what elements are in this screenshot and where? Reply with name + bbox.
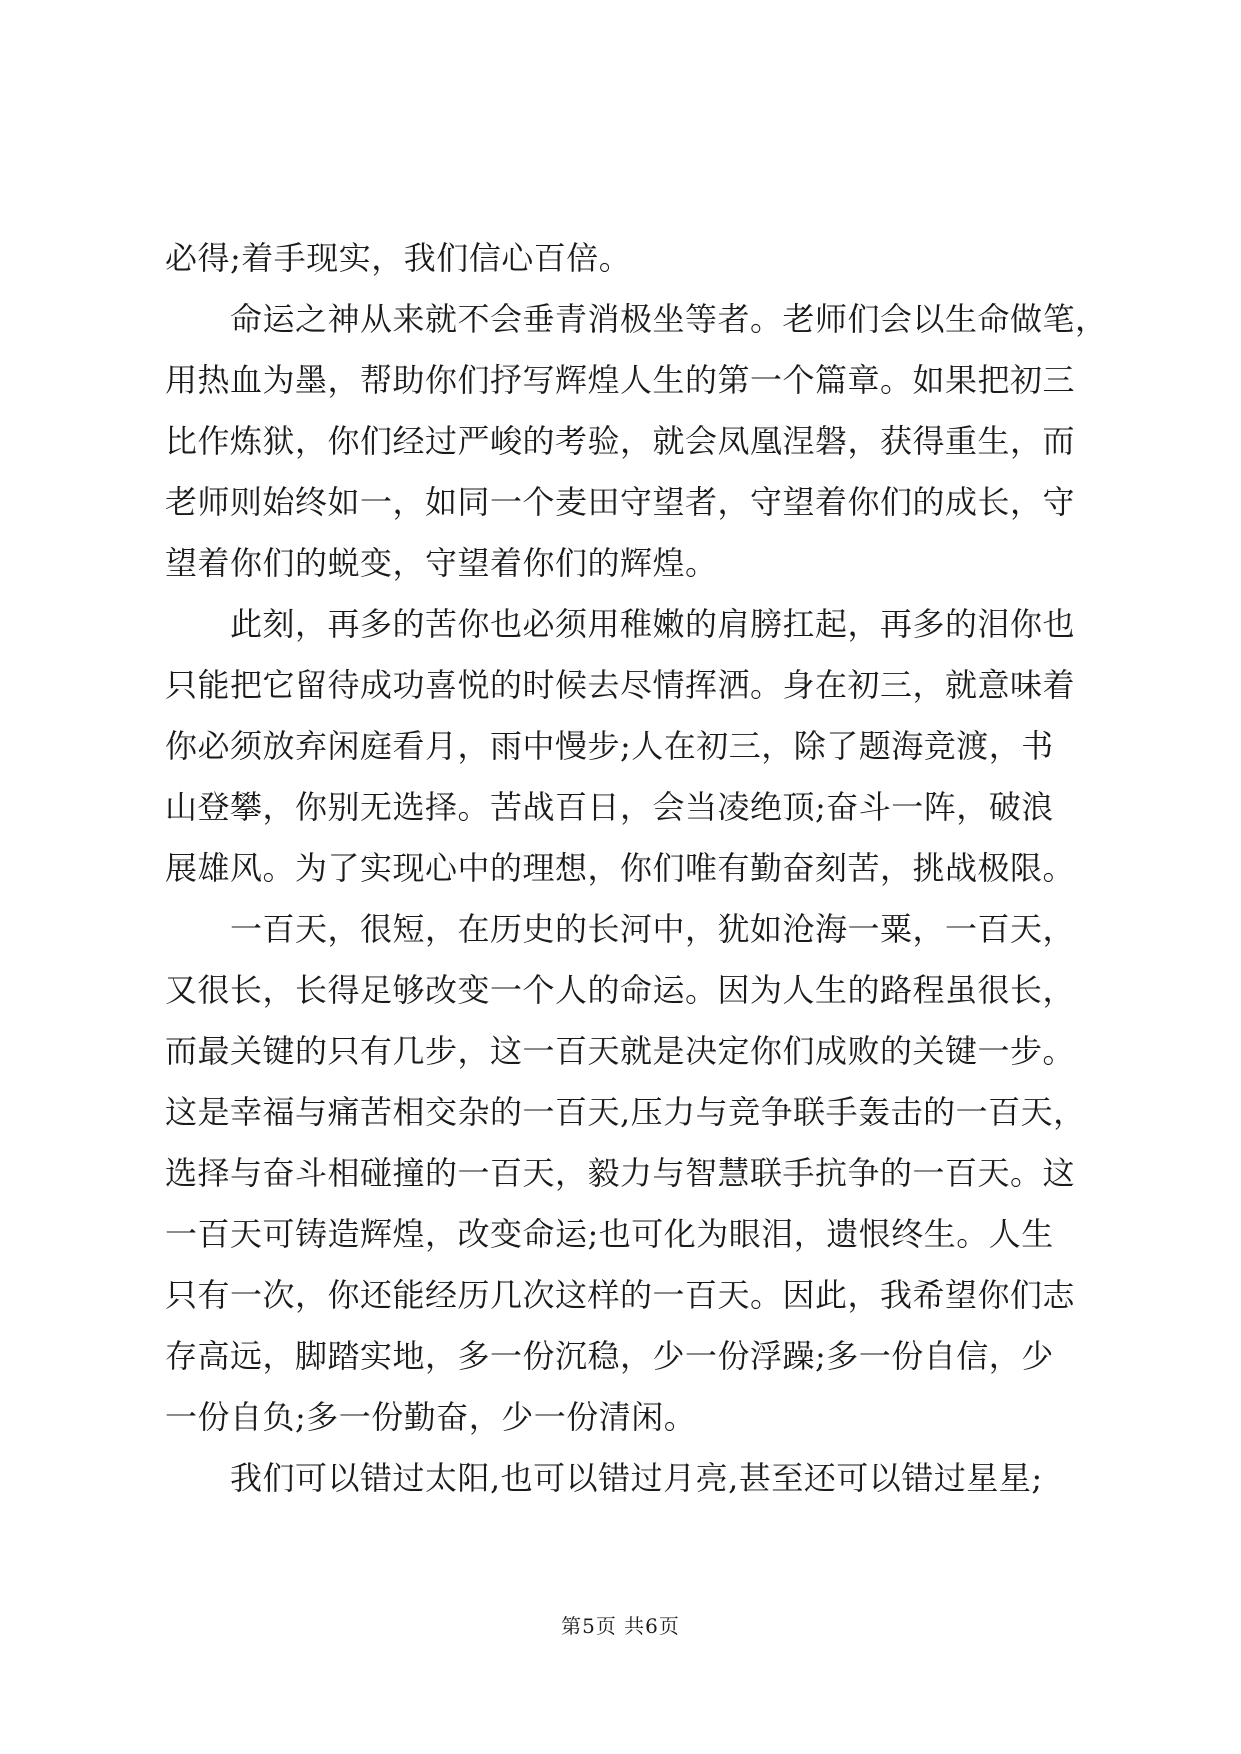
text-line: 此刻，再多的苦你也必须用稚嫩的肩膀扛起，再多的泪你也 xyxy=(165,605,1076,643)
text-line: 一百天可铸造辉煌，改变命运;也可化为眼泪，遗恨终生。人生 xyxy=(165,1215,1054,1253)
text-line: 选择与奋斗相碰撞的一百天，毅力与智慧联手抗争的一百天。这 xyxy=(165,1154,1076,1192)
text-line: 你必须放弃闲庭看月，雨中慢步;人在初三，除了题海竞渡，书 xyxy=(165,727,1054,765)
text-line: 我们可以错过太阳,也可以错过月亮,甚至还可以错过星星; xyxy=(165,1459,1043,1497)
text-line: 望着你们的蜕变，守望着你们的辉煌。 xyxy=(165,544,718,582)
text-line: 这是幸福与痛苦相交杂的一百天,压力与竞争联手轰击的一百天， xyxy=(165,1093,1086,1131)
text-line: 老师则始终如一，如同一个麦田守望者，守望着你们的成长，守 xyxy=(165,483,1076,521)
text-line: 只有一次，你还能经历几次这样的一百天。因此，我希望你们志 xyxy=(165,1276,1076,1314)
text-line: 展雄风。为了实现心中的理想，你们唯有勤奋刻苦，挑战极限。 xyxy=(165,849,1076,887)
text-line: 一百天，很短，在历史的长河中，犹如沧海一粟，一百天， xyxy=(165,910,1076,948)
text-line: 存高远，脚踏实地，多一份沉稳，少一份浮躁;多一份自信，少 xyxy=(165,1337,1054,1375)
text-line: 只能把它留待成功喜悦的时候去尽情挥洒。身在初三，就意味着 xyxy=(165,666,1076,704)
page-number-footer: 第5页 共6页 xyxy=(561,1614,680,1638)
body-text xyxy=(165,228,1125,1509)
text-line: 而最关键的只有几步，这一百天就是决定你们成败的关键一步。 xyxy=(165,1032,1076,1070)
text-line: 比作炼狱，你们经过严峻的考验，就会凤凰涅磐，获得重生，而 xyxy=(165,422,1076,460)
text-line: 必得;着手现实，我们信心百倍。 xyxy=(165,239,632,277)
text-line: 又很长，长得足够改变一个人的命运。因为人生的路程虽很长， xyxy=(165,971,1076,1009)
text-line: 命运之神从来就不会垂青消极坐等者。老师们会以生命做笔， xyxy=(165,300,1108,338)
text-line: 用热血为墨，帮助你们抒写辉煌人生的第一个篇章。如果把初三 xyxy=(165,361,1076,399)
text-line: 一份自负;多一份勤奋，少一份清闲。 xyxy=(165,1398,697,1436)
text-line: 山登攀，你别无选择。苦战百日，会当凌绝顶;奋斗一阵，破浪 xyxy=(165,788,1054,826)
